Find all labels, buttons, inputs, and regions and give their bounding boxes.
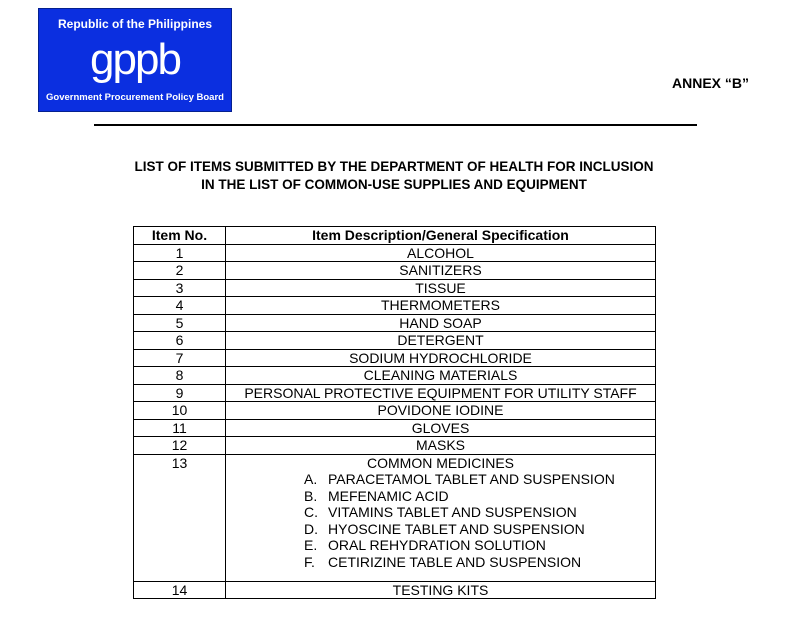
subitem-letter: C. (304, 504, 318, 521)
item-description: THERMOMETERS (226, 297, 656, 315)
item-no: 9 (134, 384, 226, 402)
annex-label: ANNEX “B” (671, 75, 749, 91)
subitem-letter: D. (304, 520, 318, 537)
item-description: ALCOHOL (226, 244, 656, 262)
item-no: 12 (134, 437, 226, 455)
item-no: 5 (134, 314, 226, 332)
medicine-subitem (304, 521, 655, 538)
item-description: PERSONAL PROTECTIVE EQUIPMENT FOR UTILITY STAFF (226, 384, 656, 402)
table-row (134, 314, 656, 332)
item-no: 13 (134, 454, 226, 581)
logo-republic-text: Republic of the Philippines (57, 17, 212, 31)
table-row (134, 367, 656, 385)
item-description: TESTING KITS (226, 581, 656, 599)
logo-gppb-mark: gppb (90, 35, 180, 84)
subitem-text: ORAL REHYDRATION SOLUTION (328, 537, 546, 554)
item-description: SANITIZERS (226, 262, 656, 280)
table-row (134, 437, 656, 455)
item-description: GLOVES (226, 419, 656, 437)
item-no: 6 (134, 332, 226, 350)
subitem-text: CETIRIZINE TABLE AND SUSPENSION (328, 553, 582, 570)
table-row (134, 581, 656, 599)
medicine-subitem (304, 504, 655, 521)
subitem-letter: E. (304, 537, 318, 554)
subitem-letter: A. (304, 471, 318, 487)
table-row (134, 279, 656, 297)
medicine-subitem (304, 471, 655, 488)
item-no: 14 (134, 581, 226, 599)
item-no: 10 (134, 402, 226, 420)
header-item-no: Item No. (134, 227, 226, 245)
table-header-row (134, 227, 656, 245)
table-row (134, 402, 656, 420)
item-description: HAND SOAP (226, 314, 656, 332)
item-no: 7 (134, 349, 226, 367)
item-description: DETERGENT (226, 332, 656, 350)
medicine-sublist (304, 471, 655, 581)
item-description: POVIDONE IODINE (226, 402, 656, 420)
subitem-letter: B. (304, 487, 318, 504)
items-table (133, 226, 656, 599)
heading-line-2: IN THE LIST OF COMMON-USE SUPPLIES AND EQUIPMENT (201, 177, 587, 192)
table-row-common-medicines (134, 454, 656, 581)
table-row (134, 384, 656, 402)
table-row (134, 349, 656, 367)
table-row (134, 332, 656, 350)
heading-line-1: LIST OF ITEMS SUBMITTED BY THE DEPARTMENT OF HEALTH FOR INCLUSION (134, 159, 654, 174)
item-description: TISSUE (226, 279, 656, 297)
medicine-subitem (304, 537, 655, 554)
logo-board-text: Government Procurement Policy Board (46, 92, 224, 103)
item-no: 3 (134, 279, 226, 297)
medicine-subitem (304, 554, 655, 571)
item-no: 2 (134, 262, 226, 280)
item-description: MASKS (226, 437, 656, 455)
item-no: 4 (134, 297, 226, 315)
header-item-description: Item Description/General Specification (226, 227, 656, 245)
item-no: 1 (134, 244, 226, 262)
subitem-text: VITAMINS TABLET AND SUSPENSION (328, 504, 577, 521)
medicine-subitem (304, 488, 655, 505)
item-no: 11 (134, 419, 226, 437)
table-row (134, 419, 656, 437)
table-row (134, 297, 656, 315)
subitem-text: MEFENAMIC ACID (328, 487, 449, 504)
subitem-text: HYOSCINE TABLET AND SUSPENSION (328, 520, 585, 537)
common-medicines-label: COMMON MEDICINES (367, 454, 514, 471)
item-description: SODIUM HYDROCHLORIDE (226, 349, 656, 367)
table-row (134, 244, 656, 262)
item-description-common-medicines (226, 454, 656, 581)
subitem-letter: F. (304, 553, 315, 570)
gppb-logo (38, 8, 232, 112)
table-row (134, 262, 656, 280)
item-no: 8 (134, 367, 226, 385)
item-description: CLEANING MATERIALS (226, 367, 656, 385)
header-divider (94, 124, 697, 126)
subitem-text: PARACETAMOL TABLET AND SUSPENSION (328, 471, 615, 487)
document-heading (60, 158, 728, 194)
